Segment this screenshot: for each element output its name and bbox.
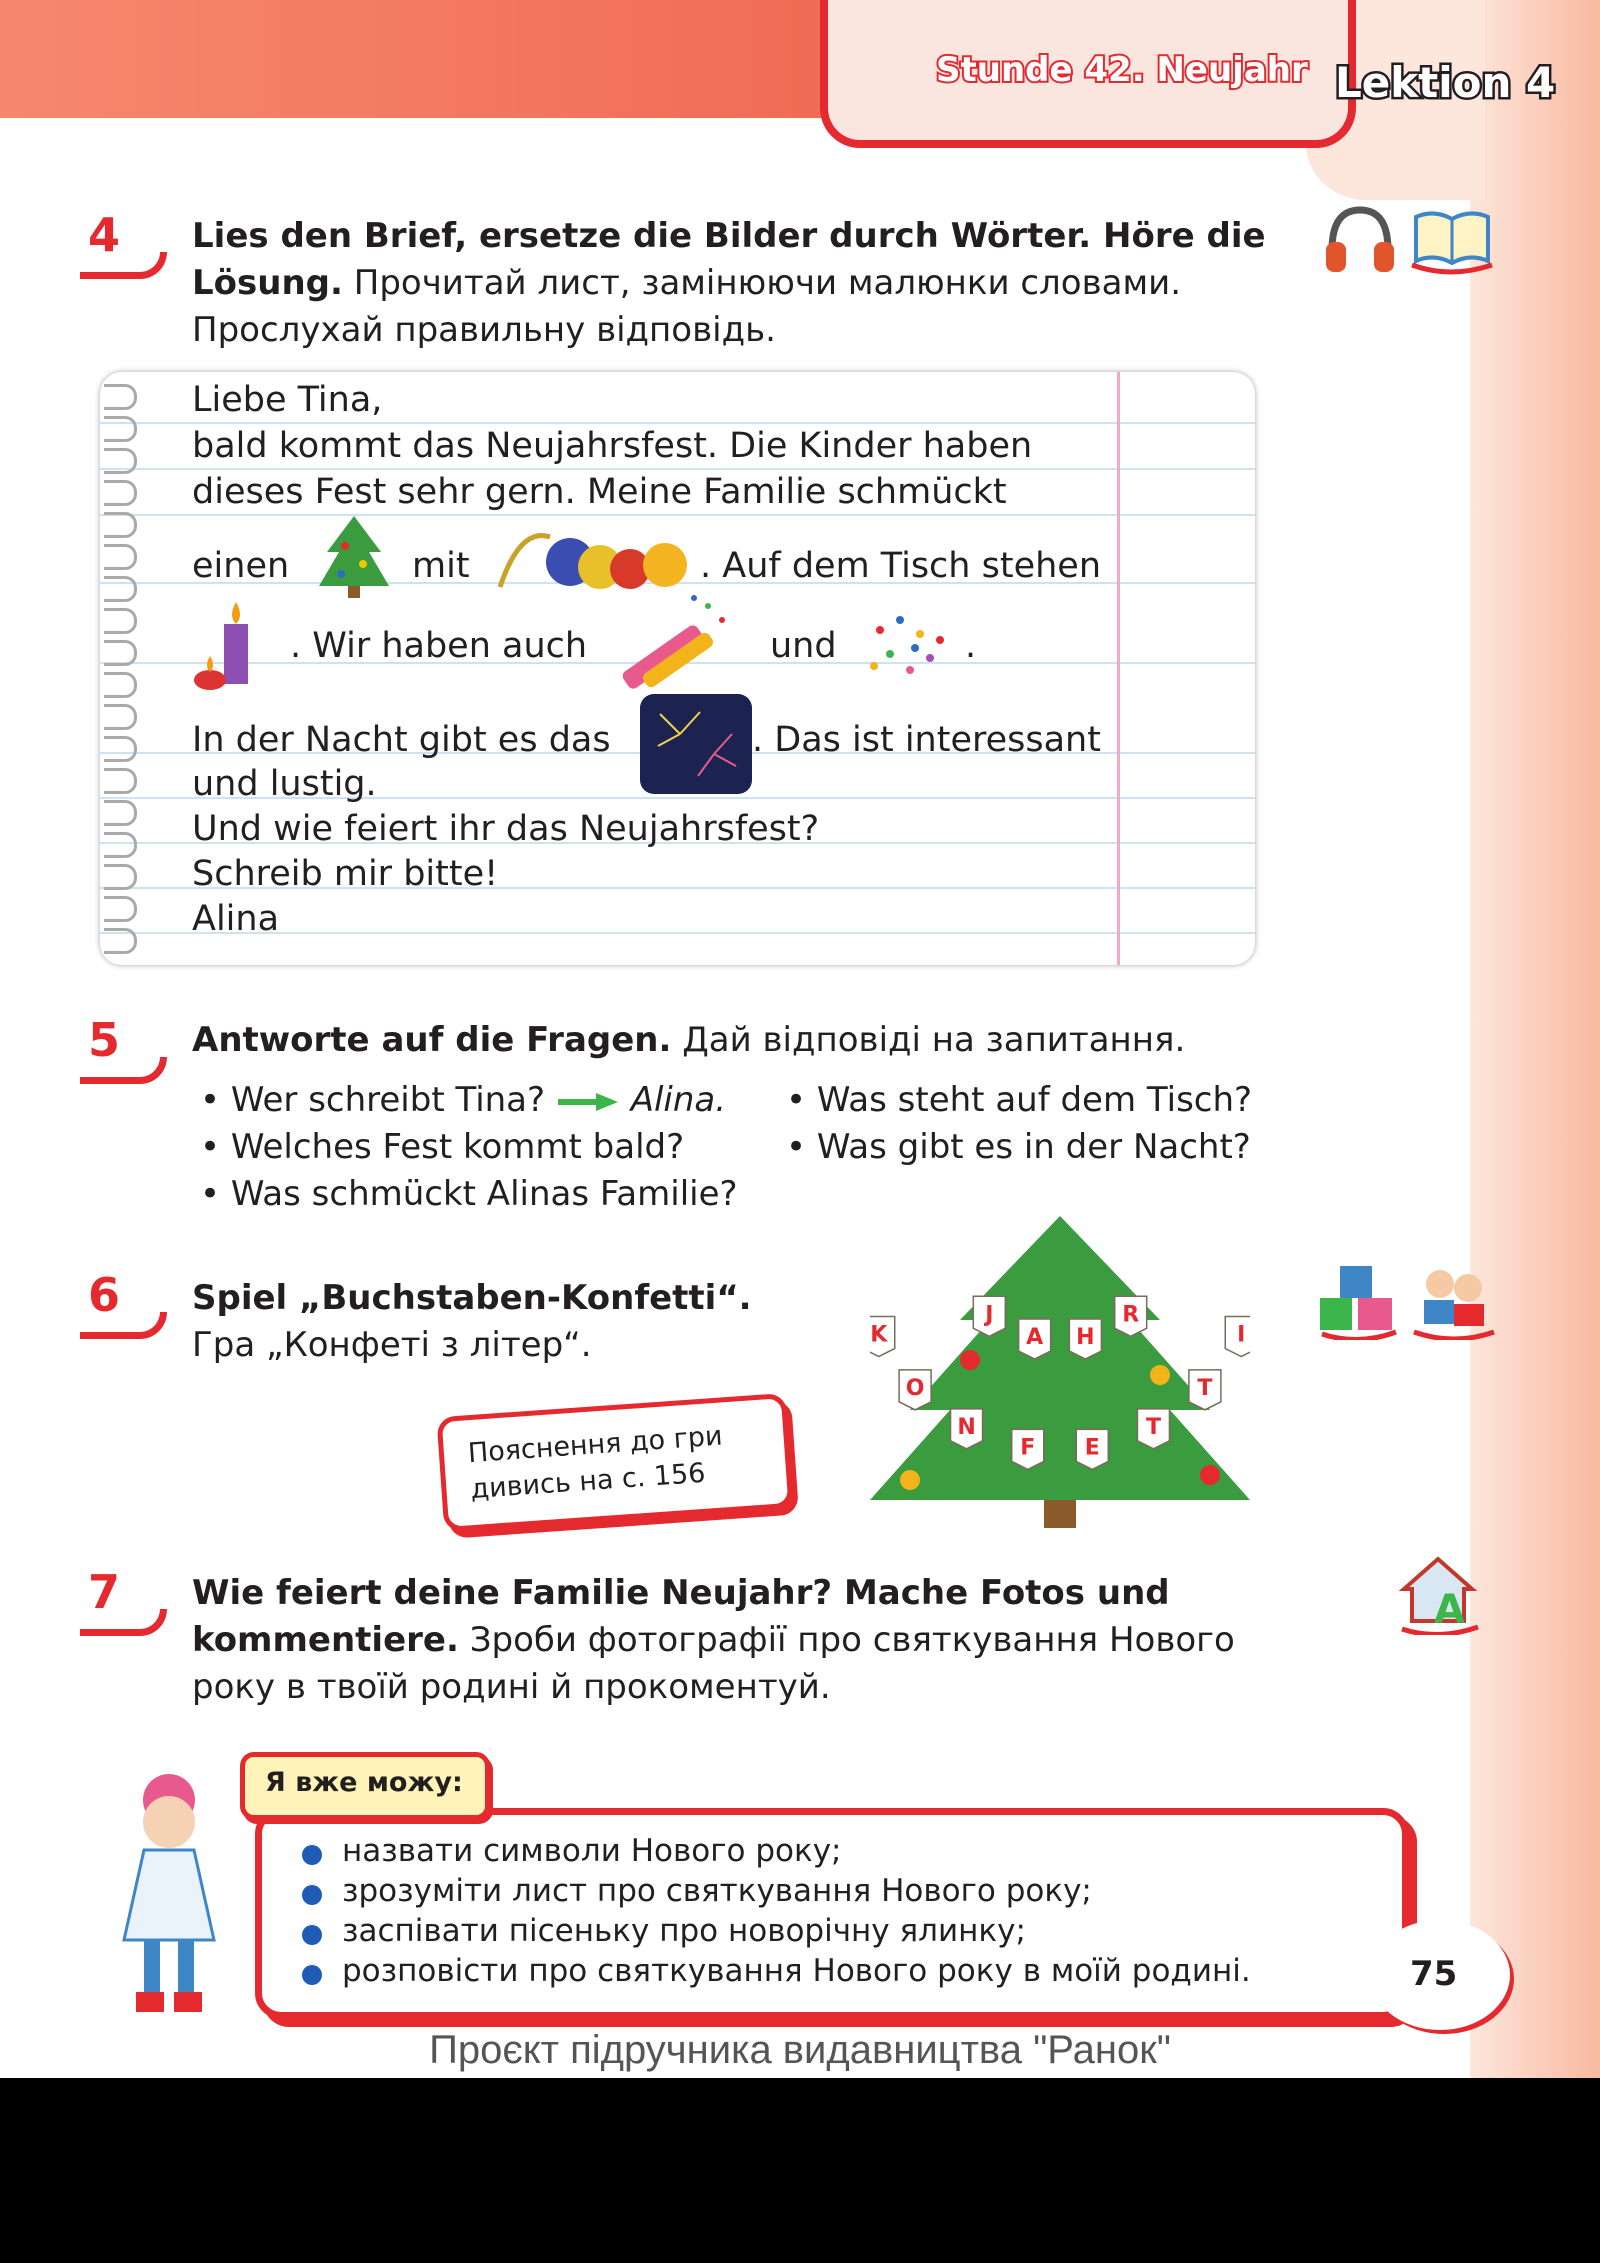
lesson-title: Stunde 42. Neujahr: [936, 50, 1308, 90]
exercise-number-4: 4: [80, 208, 138, 266]
letter-line-4a: einen: [192, 546, 290, 586]
svg-text:E: E: [1084, 1435, 1100, 1461]
svg-text:J: J: [985, 1302, 994, 1328]
letter-line: und lustig.: [192, 764, 377, 804]
game-note-line-2: дивись на с. 156: [469, 1457, 707, 1506]
svg-text:R: R: [1122, 1302, 1140, 1328]
ex7-title-ua: Зроби фотографії про святкування Нового: [469, 1620, 1235, 1660]
question-3: • Was schmückt Alinas Familie?: [200, 1174, 738, 1214]
i-can-item: назвати символи Нового року;: [342, 1833, 842, 1869]
exercise-number-5: 5: [80, 1013, 138, 1071]
letter-signature: Alina: [192, 899, 280, 939]
ex5-title-ua: Дай відповіді на запитання.: [682, 1020, 1186, 1060]
arrow-right-icon: [556, 1091, 620, 1113]
tree-flag-letter: [1012, 1429, 1044, 1469]
ex4-title-de: Lies den Brief, ersetze die Bilder durch Wörter. Höre die: [192, 216, 1266, 256]
letter-line-6b: . Das ist interessant: [752, 720, 1101, 760]
question-4: • Was steht auf dem Tisch?: [786, 1080, 1253, 1120]
svg-text:F: F: [1020, 1435, 1036, 1461]
tree-flag-letter: [951, 1409, 983, 1449]
ex7-title-line2: [192, 1617, 1235, 1664]
i-can-item: зрозуміти лист про святкування Нового року;: [342, 1873, 1092, 1909]
ex7-title-ua-2: року в твоїй родині й прокоментуй.: [192, 1667, 831, 1707]
question-1-answer: Alina.: [630, 1080, 727, 1120]
home-task-icon[interactable]: [1398, 1553, 1480, 1635]
question-5: • Was gibt es in der Nacht?: [786, 1127, 1251, 1167]
tree-flag-letter: [1019, 1319, 1051, 1359]
svg-text:K: K: [870, 1322, 888, 1348]
ex4-title-ua: Прочитай лист, замінюючи малюнки словами.: [353, 263, 1182, 303]
question-2: • Welches Fest kommt bald?: [200, 1127, 685, 1167]
ex4-title-ua-2: Прослухай правильну відповідь.: [192, 310, 776, 350]
christmas-ornaments-picture: [490, 517, 700, 597]
confetti-picture: [860, 600, 960, 690]
letter-line: Schreib mir bitte!: [192, 854, 499, 894]
christmas-tree-picture: [315, 512, 393, 602]
svg-text:A: A: [1026, 1325, 1044, 1351]
game-note-line-1: Пояснення до гри: [466, 1420, 724, 1470]
ex7-title-de-2: kommentiere.: [192, 1620, 459, 1660]
svg-text:N: N: [957, 1414, 976, 1440]
tree-flag-letter: [1069, 1319, 1101, 1359]
tree-flag-letter: [1076, 1429, 1108, 1469]
game-note: [436, 1393, 793, 1532]
svg-text:I: I: [1237, 1322, 1246, 1348]
letter-line: bald kommt das Neujahrsfest. Die Kinder haben: [192, 426, 1033, 466]
exercise-number-7: 7: [80, 1565, 138, 1623]
children-playing-icon[interactable]: [1410, 1262, 1498, 1340]
page-number: 75: [1410, 1954, 1458, 1994]
fireworks-picture: [640, 694, 752, 794]
i-can-label: [240, 1752, 490, 1820]
letter-notebook: [100, 372, 1255, 965]
letter-line: Liebe Tina,: [192, 380, 383, 420]
top-bar: [0, 0, 860, 118]
question-1-text: • Wer schreibt Tina?: [200, 1080, 546, 1120]
ex5-title: [192, 1017, 1185, 1064]
letter-line-4b: mit: [412, 546, 470, 586]
question-1: [200, 1080, 726, 1120]
letter-line-6a: In der Nacht gibt es das: [192, 720, 611, 760]
unit-title: Lektion 4: [1335, 58, 1556, 107]
letter-line-5b: und: [770, 626, 837, 666]
publisher-footer: Проєкт підручника видавництва "Ранок": [429, 2028, 1171, 2072]
headphones-icon[interactable]: [1320, 200, 1400, 280]
tree-flag-letter: [1137, 1409, 1169, 1449]
svg-text:O: O: [905, 1375, 925, 1401]
tree-flag-letter: [1225, 1317, 1250, 1357]
tree-flag-letter: [973, 1296, 1005, 1336]
letter-line: Und wie feiert ihr das Neujahrsfest?: [192, 809, 820, 849]
ex5-title-de: Antworte auf die Fragen.: [192, 1020, 672, 1060]
tree-flag-letter: [1189, 1370, 1221, 1410]
ex7-title-de: Wie feiert deine Familie Neujahr? Mache Fotos und: [192, 1573, 1170, 1613]
letter-line-5c: .: [965, 626, 977, 666]
tree-flag-letter: [899, 1370, 931, 1410]
book-icon[interactable]: [1410, 205, 1494, 275]
side-band: [1470, 0, 1600, 2078]
letter-line-4c: . Auf dem Tisch stehen: [700, 546, 1101, 586]
party-popper-picture: [598, 592, 738, 692]
svg-text:H: H: [1076, 1325, 1095, 1351]
i-can-box: [255, 1808, 1409, 2019]
ex6-title-de: Spiel „Buchstaben-Konfetti“.: [192, 1278, 752, 1318]
konfetti-tree-picture: [870, 1210, 1250, 1535]
svg-text:T: T: [1145, 1414, 1161, 1440]
candles-picture: [190, 594, 270, 699]
i-can-item: розповісти про святкування Нового року в моїй родині.: [342, 1953, 1251, 1989]
letter-line-5a: . Wir haben auch: [290, 626, 588, 666]
ex6-title-ua: Гра „Конфеті з літер“.: [192, 1325, 592, 1365]
i-can-item: заспівати пісеньку про новорічну ялинку;: [342, 1913, 1026, 1949]
tree-flag-letter: [870, 1317, 895, 1357]
ex4-title-de-2: Lösung.: [192, 263, 343, 303]
abc-blocks-icon[interactable]: [1318, 1262, 1398, 1340]
notebook-spiral: [100, 378, 140, 960]
girl-in-costume-illustration: [104, 1770, 234, 2020]
tree-flag-letter: [1115, 1296, 1147, 1336]
svg-text:A: A: [1434, 1587, 1465, 1633]
letter-line: dieses Fest sehr gern. Meine Familie schmückt: [192, 472, 1007, 512]
i-can-label-text: Я вже можу:: [265, 1767, 463, 1798]
ex4-title-line2: [192, 260, 1181, 307]
exercise-number-6: 6: [80, 1268, 138, 1326]
svg-text:T: T: [1197, 1375, 1213, 1401]
page-number-badge: [1370, 1920, 1510, 2030]
